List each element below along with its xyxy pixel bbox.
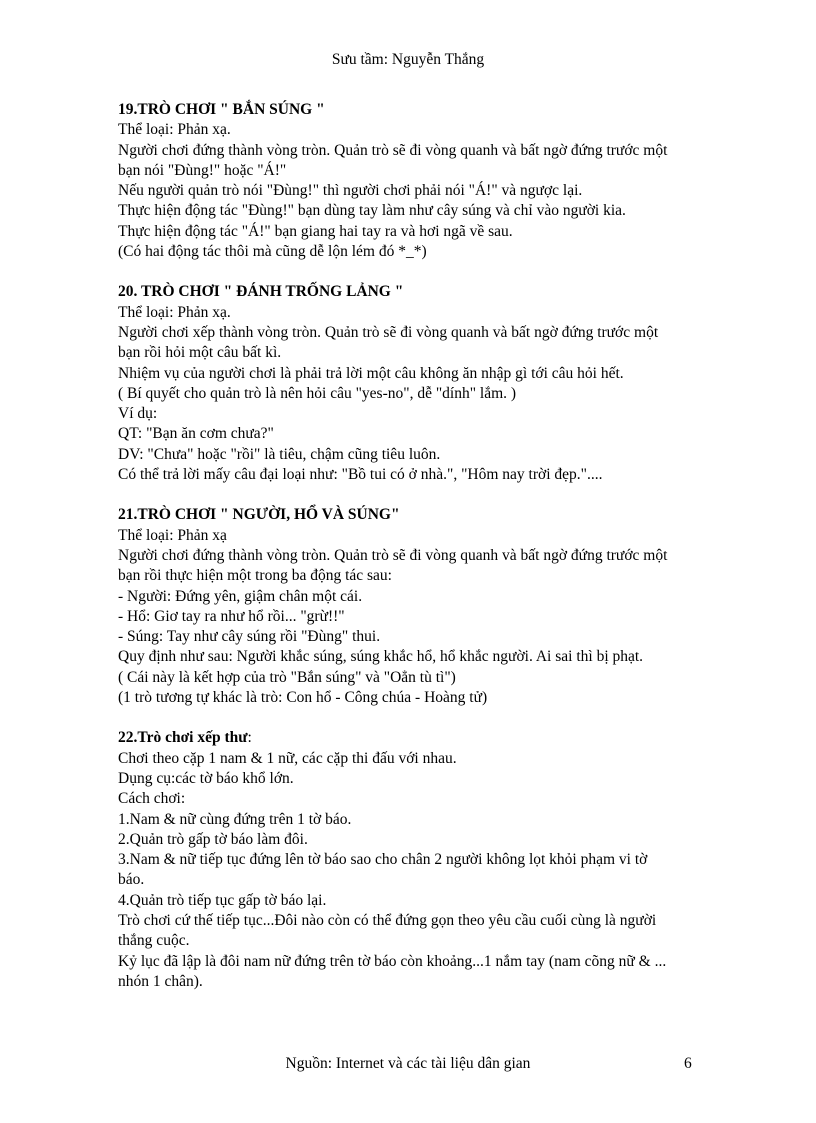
section-title: 20. TRÒ CHƠI " ĐÁNH TRỐNG LẢNG "	[118, 283, 404, 301]
section-title-row	[118, 728, 718, 748]
text-line: - Súng: Tay như cây súng rồi "Đùng" thui.	[118, 628, 381, 646]
text-line: - Hổ: Giơ tay ra như hổ rồi... "grừ!!"	[118, 607, 345, 625]
footer-source: Nguồn: Internet và các tài liệu dân gian	[285, 1055, 531, 1072]
section-title-colon: :	[247, 729, 252, 747]
text-line: Người chơi đứng thành vòng tròn. Quản trò sẽ đi vòng quanh và bất ngờ đứng trước một	[118, 141, 668, 159]
text-line: 3.Nam & nữ tiếp tục đứng lên tờ báo sao cho chân 2 người không lọt khỏi phạm vi tờ	[118, 851, 648, 869]
text-line: Nếu người quản trò nói "Đùng!" thì người chơi phải nói "Á!" và ngược lại.	[118, 182, 583, 200]
text-line: ( Cái này là kết hợp của trò "Bắn súng" và "Oẳn tù tì")	[118, 668, 456, 686]
text-line: Nhiệm vụ của người chơi là phải trả lời một câu không ăn nhập gì tới câu hỏi hết.	[118, 364, 624, 382]
text-line: ( Bí quyết cho quản trò là nên hỏi câu "yes-no", dễ "dính" lắm. )	[118, 384, 517, 402]
text-line: Thể loại: Phản xạ.	[118, 303, 231, 321]
text-line: báo.	[118, 871, 145, 889]
section-title: 21.TRÒ CHƠI " NGƯỜI, HỔ VÀ SÚNG"	[118, 506, 400, 524]
text-line: nhón 1 chân).	[118, 972, 203, 990]
section-title: 19.TRÒ CHƠI " BẮN SÚNG "	[118, 101, 325, 118]
text-line: Người chơi đứng thành vòng tròn. Quản trò sẽ đi vòng quanh và bất ngờ đứng trước một	[118, 546, 668, 564]
text-line: Thể loại: Phản xạ.	[118, 121, 231, 139]
text-line: Trò chơi cứ thế tiếp tục...Đôi nào còn có thể đứng gọn theo yêu cầu cuối cùng là người	[118, 911, 657, 929]
text-line: Thực hiện động tác "Á!" bạn giang hai tay ra và hơi ngã về sau.	[118, 222, 513, 240]
section-ban-sung	[118, 100, 718, 262]
section-xep-thu	[118, 728, 718, 992]
text-line: Thể loại: Phản xạ	[118, 526, 227, 544]
text-line: 4.Quản trò tiếp tục gấp tờ báo lại.	[118, 891, 327, 909]
text-line: thắng cuộc.	[118, 932, 190, 950]
text-line: Dụng cụ:các tờ báo khổ lớn.	[118, 769, 294, 787]
text-line: DV: "Chưa" hoặc "rồi" là tiêu, chậm cũng tiêu luôn.	[118, 445, 441, 463]
text-line: Quy định như sau: Người khắc súng, súng khắc hổ, hổ khắc người. Ai sai thì bị phạt.	[118, 648, 644, 666]
text-line: 2.Quản trò gấp tờ báo làm đôi.	[118, 830, 308, 848]
document-body	[118, 100, 718, 1012]
text-line: 1.Nam & nữ cùng đứng trên 1 tờ báo.	[118, 810, 352, 828]
text-line: bạn rồi thực hiện một trong ba động tác sau:	[118, 567, 392, 585]
text-line: QT: "Bạn ăn cơm chưa?"	[118, 425, 274, 443]
text-line: Ví dụ:	[118, 405, 158, 423]
text-line: Kỷ lục đã lập là đôi nam nữ đứng trên tờ báo còn khoảng...1 nắm tay (nam cõng nữ & ...	[118, 952, 667, 970]
section-danh-trong-lang	[118, 282, 718, 485]
section-nguoi-ho-sung	[118, 505, 718, 708]
section-title: 22.Trò chơi xếp thư	[118, 729, 248, 747]
text-line: bạn rồi hỏi một câu bất kì.	[118, 344, 282, 362]
text-line: Cách chơi:	[118, 790, 186, 808]
text-line: Chơi theo cặp 1 nam & 1 nữ, các cặp thi đấu với nhau.	[118, 749, 457, 767]
page-header: Sưu tầm: Nguyễn Thắng	[331, 51, 485, 68]
text-line: bạn nói "Đùng!" hoặc "Á!"	[118, 161, 287, 179]
text-line: Người chơi xếp thành vòng tròn. Quản trò sẽ đi vòng quanh và bất ngờ đứng trước một	[118, 323, 659, 341]
text-line: - Người: Đứng yên, giậm chân một cái.	[118, 587, 363, 605]
text-line: Có thể trả lời mấy câu đại loại như: "Bồ tui có ở nhà.", "Hôm nay trời đẹp."....	[118, 466, 603, 484]
text-line: (1 trò tương tự khác là trò: Con hổ - Công chúa - Hoàng tử)	[118, 689, 488, 707]
text-line: Thực hiện động tác "Đùng!" bạn dùng tay làm như cây súng và chỉ vào người kia.	[118, 202, 626, 220]
text-line: (Có hai động tác thôi mà cũng dễ lộn lém đó *_*)	[118, 243, 427, 261]
page-number: 6	[684, 1055, 692, 1072]
